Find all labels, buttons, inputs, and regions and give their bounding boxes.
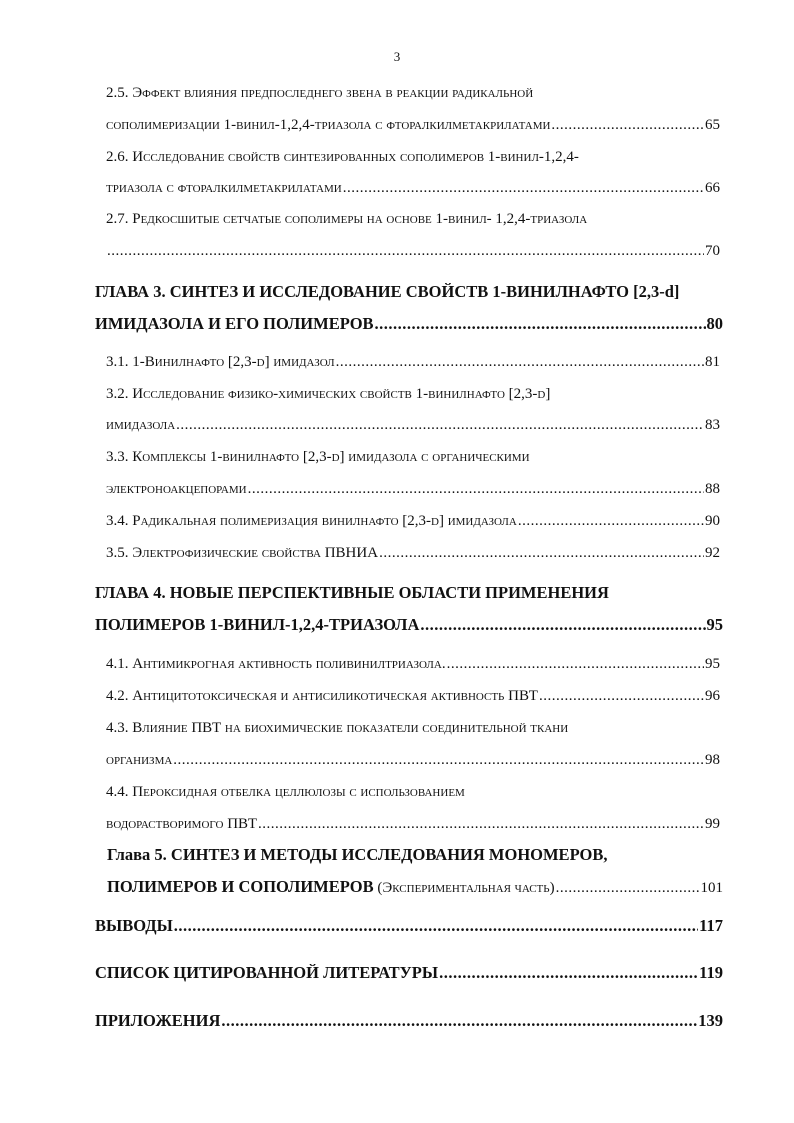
toc-2-5-line1: 2.5. Эффект влияния предпоследнего звена в реакции радикальной bbox=[106, 85, 534, 101]
toc-page: 81 bbox=[705, 354, 720, 370]
toc-3-5-text: 3.5. Электрофизические свойства ПВНИА bbox=[106, 545, 379, 561]
toc-entry-3-2[interactable] bbox=[106, 416, 720, 434]
toc-3-4-text: 3.4. Радикальная полимеризация винилнафто [2,3-d] имидазола bbox=[106, 513, 517, 529]
toc-page: 83 bbox=[705, 417, 720, 433]
toc-3-3-line2: электроноакцепорами bbox=[106, 481, 247, 497]
toc-entry-4-2[interactable] bbox=[106, 687, 720, 705]
toc-page: 92 bbox=[705, 545, 720, 561]
toc-entry-3-3[interactable] bbox=[106, 480, 720, 498]
toc-chapter-5-subtitle: (Экспериментальная часть) bbox=[373, 880, 555, 896]
toc-chapter-3[interactable] bbox=[95, 315, 723, 333]
leader-dots bbox=[447, 655, 704, 673]
toc-4-2-text: 4.2. Антицитотоксическая и антисиликотическая активность ПВТ bbox=[106, 688, 538, 704]
toc-chapter-5[interactable] bbox=[107, 878, 723, 897]
toc-4-4-line2: водорастворимого ПВТ bbox=[106, 816, 257, 832]
toc-page: 90 bbox=[705, 513, 720, 529]
toc-entry-3-1[interactable] bbox=[106, 353, 720, 371]
toc-chapter-4-line1: ГЛАВА 4. НОВЫЕ ПЕРСПЕКТИВНЫЕ ОБЛАСТИ ПРИМЕНЕНИЯ bbox=[95, 584, 609, 602]
toc-2-5-line2: сополимеризации 1-винил-1,2,4-триазола с фторалкилметакрилатами bbox=[106, 117, 551, 133]
leader-dots bbox=[336, 353, 704, 371]
toc-4-4-line1: 4.4. Пероксидная отбелка целлюлозы с использованием bbox=[106, 784, 465, 800]
toc-page: 96 bbox=[705, 688, 720, 704]
toc-entry-3-4[interactable] bbox=[106, 512, 720, 530]
toc-page: 139 bbox=[698, 1012, 723, 1030]
toc-chapter-4-line2: ПОЛИМЕРОВ 1-ВИНИЛ-1,2,4-ТРИАЗОЛА bbox=[95, 616, 420, 634]
leader-dots bbox=[556, 879, 700, 897]
leader-dots bbox=[343, 179, 704, 197]
toc-3-3-line1: 3.3. Комплексы 1-винилнафто [2,3-d] имидазола с органическими bbox=[106, 449, 530, 465]
leader-dots bbox=[176, 416, 704, 434]
leader-dots bbox=[420, 616, 705, 634]
toc-page: 65 bbox=[705, 117, 720, 133]
toc-3-2-line2: имидазола bbox=[106, 417, 176, 433]
toc-page: 95 bbox=[706, 616, 723, 634]
leader-dots bbox=[375, 315, 706, 333]
toc-page: 119 bbox=[699, 964, 723, 982]
leader-dots bbox=[221, 1012, 697, 1030]
toc-page: 70 bbox=[705, 243, 720, 259]
toc-page: 117 bbox=[699, 917, 723, 935]
toc-4-1-text: 4.1. Антимикрогная активность поливинилтриазола. bbox=[106, 656, 446, 672]
toc-3-1-text: 3.1. 1-Винилнафто [2,3-d] имидазол bbox=[106, 354, 335, 370]
toc-2-6-line2: триазола с фторалкилметакрилатами bbox=[106, 180, 342, 196]
page-number: 3 bbox=[393, 49, 401, 64]
leader-dots bbox=[439, 964, 698, 982]
toc-entry-2-7[interactable] bbox=[106, 242, 720, 260]
toc-conclusions-text: ВЫВОДЫ bbox=[95, 917, 173, 935]
toc-page: 88 bbox=[705, 481, 720, 497]
leader-dots bbox=[174, 917, 698, 935]
toc-3-2-line1: 3.2. Исследование физико-химических свойств 1-винилнафто [2,3-d] bbox=[106, 386, 551, 402]
toc-chapter-5-line1: Глава 5. СИНТЕЗ И МЕТОДЫ ИССЛЕДОВАНИЯ МОНОМЕРОВ, bbox=[107, 846, 608, 864]
toc-2-6-line1: 2.6. Исследование свойств синтезированных сополимеров 1-винил-1,2,4- bbox=[106, 149, 579, 165]
toc-references-text: СПИСОК ЦИТИРОВАННОЙ ЛИТЕРАТУРЫ bbox=[95, 964, 439, 982]
leader-dots bbox=[173, 751, 704, 769]
toc-page: 80 bbox=[706, 315, 723, 333]
toc-conclusions[interactable] bbox=[95, 917, 723, 935]
toc-page: 95 bbox=[705, 656, 720, 672]
toc-4-3-line2: организма bbox=[106, 752, 173, 768]
toc-entry-4-3[interactable] bbox=[106, 751, 720, 769]
toc-references[interactable] bbox=[95, 964, 723, 982]
leader-dots bbox=[258, 815, 704, 833]
toc-page: 66 bbox=[705, 180, 720, 196]
toc-page: 99 bbox=[705, 816, 720, 832]
toc-2-7-line1: 2.7. Редкосшитые сетчатые сополимеры на основе 1-винил- 1,2,4-триазола bbox=[106, 211, 588, 227]
leader-dots bbox=[551, 116, 704, 134]
leader-dots bbox=[107, 242, 704, 260]
toc-appendix-text: ПРИЛОЖЕНИЯ bbox=[95, 1012, 221, 1030]
toc-chapter-4[interactable] bbox=[95, 616, 723, 634]
toc-page: 101 bbox=[700, 880, 723, 896]
toc-entry-3-5[interactable] bbox=[106, 544, 720, 562]
toc-entry-4-1[interactable] bbox=[106, 655, 720, 673]
toc-entry-2-6[interactable] bbox=[106, 179, 720, 197]
leader-dots bbox=[379, 544, 704, 562]
toc-entry-4-4[interactable] bbox=[106, 815, 720, 833]
toc-chapter-5-line2: ПОЛИМЕРОВ И СОПОЛИМЕРОВ bbox=[107, 878, 374, 896]
toc-chapter-5-line2-wrapper bbox=[107, 878, 555, 897]
toc-entry-2-5[interactable] bbox=[106, 116, 720, 134]
toc-appendix[interactable] bbox=[95, 1012, 723, 1030]
toc-chapter-3-line2: ИМИДАЗОЛА И ЕГО ПОЛИМЕРОВ bbox=[95, 315, 374, 333]
toc-page: 98 bbox=[705, 752, 720, 768]
toc-chapter-3-line1: ГЛАВА 3. СИНТЕЗ И ИССЛЕДОВАНИЕ СВОЙСТВ 1-ВИНИЛНАФТО [2,3-d] bbox=[95, 283, 680, 301]
leader-dots bbox=[248, 480, 704, 498]
leader-dots bbox=[539, 687, 704, 705]
leader-dots bbox=[518, 512, 704, 530]
toc-4-3-line1: 4.3. Влияние ПВТ на биохимические показатели соединительной ткани bbox=[106, 720, 569, 736]
